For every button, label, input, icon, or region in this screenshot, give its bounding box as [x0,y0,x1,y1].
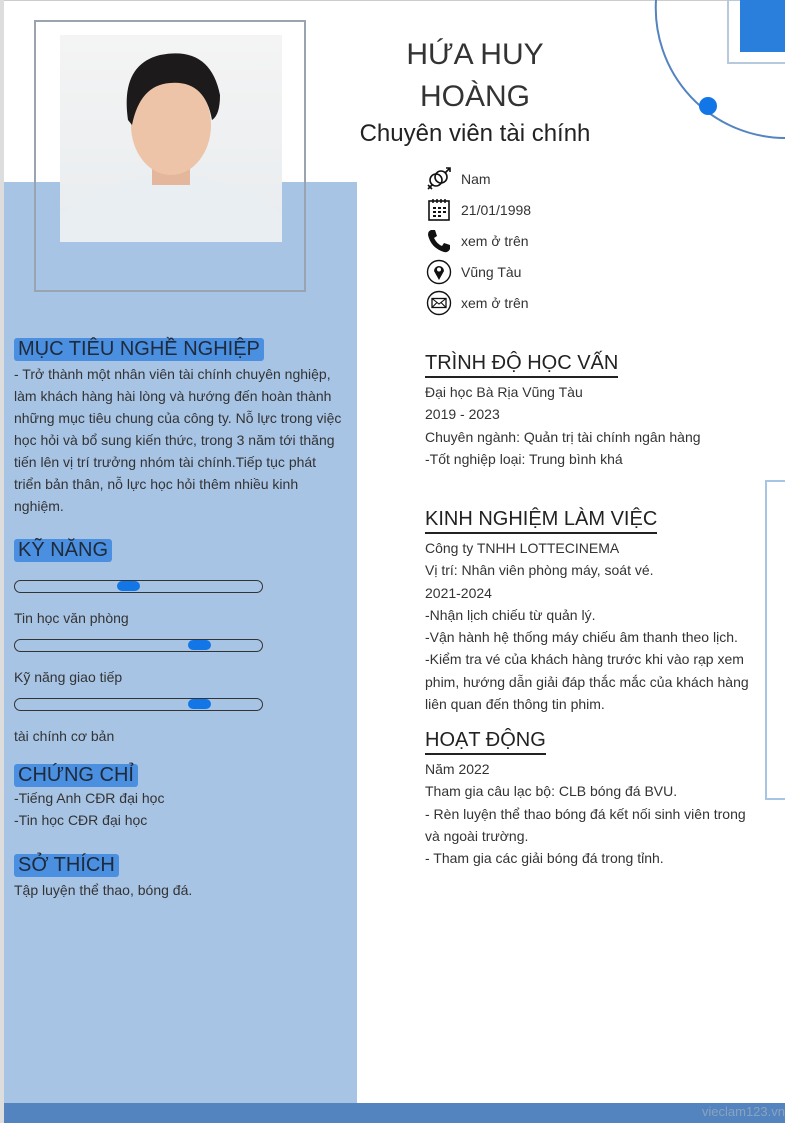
location-value: Vũng Tàu [461,264,522,280]
info-birthday [426,197,531,223]
info-email [426,290,529,316]
certificates-section [14,764,164,831]
experience-line: -Vận hành hệ thống máy chiếu âm thanh theo lịch. [425,629,738,646]
skill-bar-1 [14,580,263,593]
activities-heading: HOẠT ĐỘNG [425,729,546,755]
location-icon [426,259,452,285]
skill-label-2: Kỹ năng giao tiếp [14,669,123,685]
experience-line: -Kiểm tra vé của khách hàng trước khi vào rạp xem phim, hướng dẫn giải đáp thắc mắc của khách hàng liên quan đến thông tin phim. [425,651,749,713]
objective-section [14,338,344,517]
hobbies-heading: SỞ THÍCH [14,854,119,877]
email-value: xem ở trên [461,295,529,311]
certificate-item: -Tiếng Anh CĐR đại học [14,790,165,806]
objective-heading: MỤC TIÊU NGHỀ NGHIỆP [14,338,264,361]
experience-heading: KINH NGHIỆM LÀM VIỆC [425,508,657,534]
phone-icon [426,228,452,254]
skills-heading-wrap [14,539,112,562]
gender-icon [426,166,452,192]
email-icon [426,290,452,316]
experience-section [425,508,765,715]
info-gender [426,166,491,192]
education-line: -Tốt nghiệp loại: Trung bình khá [425,450,623,467]
gender-value: Nam [461,171,491,187]
footer-bar [4,1103,785,1123]
objective-text: - Trở thành một nhân viên tài chính chuyên nghiệp, làm khách hàng hài lòng và hướng đến hoàn thành những mục tiêu chung của công ty. Nỗ lực trong việc học hỏi và bổ sung kiến thức, trong 3 năm tới thăng tiến lên vị trí trưởng nhóm tài chính.Tiếp tục phát triển bản thân, nỗ lực học hỏi thêm nhiều kinh nghiệm. [14,366,342,514]
hobbies-section [14,854,192,901]
birthday-value: 21/01/1998 [461,202,532,218]
decorative-box [765,480,785,800]
skill-label-3: tài chính cơ bản [14,728,115,744]
education-heading: TRÌNH ĐỘ HỌC VẤN [425,352,618,378]
skill-label-1: Tin học văn phòng [14,610,129,626]
activity-line: - Tham gia các giải bóng đá trong tỉnh. [425,850,664,867]
watermark: vieclam123.vn [701,1104,785,1119]
info-phone [426,228,529,254]
skill-level-1 [117,581,140,591]
education-section [425,352,765,470]
decorative-circle [600,0,785,150]
activities-section [425,729,765,869]
certificate-item: -Tin học CĐR đại học [14,812,148,828]
name-line-1: HỨA HUY [406,38,544,71]
phone-value: xem ở trên [461,233,529,249]
calendar-icon [426,197,452,223]
skills-heading: KỸ NĂNG [14,539,112,562]
experience-line: Công ty TNHH LOTTECINEMA [425,540,620,556]
activity-line: Năm 2022 [425,761,490,777]
skill-bar-3 [14,698,263,711]
skill-bar-2 [14,639,263,652]
certificates-heading: CHỨNG CHỈ [14,764,138,787]
experience-line: 2021-2024 [425,584,492,601]
experience-line: -Nhận lịch chiếu từ quản lý. [425,606,596,623]
experience-line: Vị trí: Nhân viên phòng máy, soát vé. [425,562,654,579]
skill-level-2 [188,640,211,650]
name-line-2: HOÀNG [419,80,530,113]
education-line: Chuyên ngành: Quản trị tài chính ngân hàng [425,428,701,445]
hobbies-text: Tập luyện thể thao, bóng đá. [14,882,193,898]
activity-line: - Rèn luyện thể thao bóng đá kết nối sinh viên trong và ngoài trường. [425,805,746,844]
info-location [426,259,521,285]
skill-level-3 [188,699,211,709]
profile-photo [60,35,282,242]
activity-line: Tham gia câu lạc bộ: CLB bóng đá BVU. [425,783,678,800]
education-line: Đại học Bà Rịa Vũng Tàu [425,384,583,400]
job-title: Chuyên viên tài chính [359,120,591,147]
education-line: 2019 - 2023 [425,406,500,423]
